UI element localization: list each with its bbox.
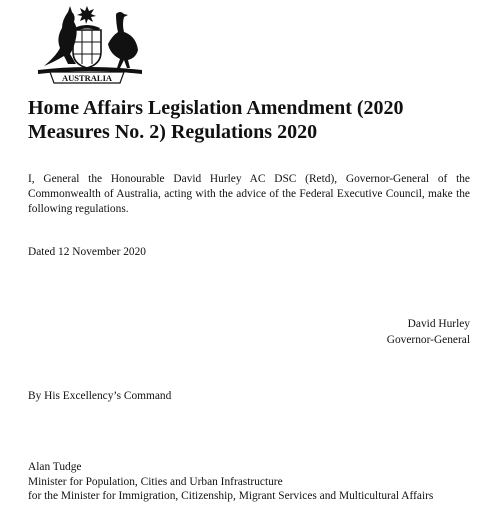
crest-label: AUSTRALIA — [61, 73, 113, 83]
preamble-paragraph: I, General the Honourable David Hurley AC DSC (Retd), Governor-General of the Commonwealth of Australia, acting with the advice of the Federal Executive Council, make the following regulations. — [28, 173, 470, 215]
date-line: Dated 12 November 2020 — [28, 246, 146, 258]
document-title: Home Affairs Legislation Amendment (2020 Measures No. 2) Regulations 2020 — [28, 97, 404, 143]
coat-of-arms-icon — [24, 4, 154, 84]
signature-block — [387, 316, 470, 348]
command-line: By His Excellency’s Command — [28, 390, 172, 402]
signatory-role: Governor-General — [386, 334, 470, 346]
minister-for: for the Minister for Immigration, Citizenship, Migrant Services and Multicultural Affairs — [28, 490, 434, 502]
coat-of-arms — [24, 4, 154, 84]
minister-name: Alan Tudge — [28, 461, 82, 473]
minister-block — [28, 460, 488, 504]
minister-title: Minister for Population, Cities and Urban Infrastructure — [28, 475, 283, 488]
signatory-name: David Hurley — [407, 318, 470, 330]
